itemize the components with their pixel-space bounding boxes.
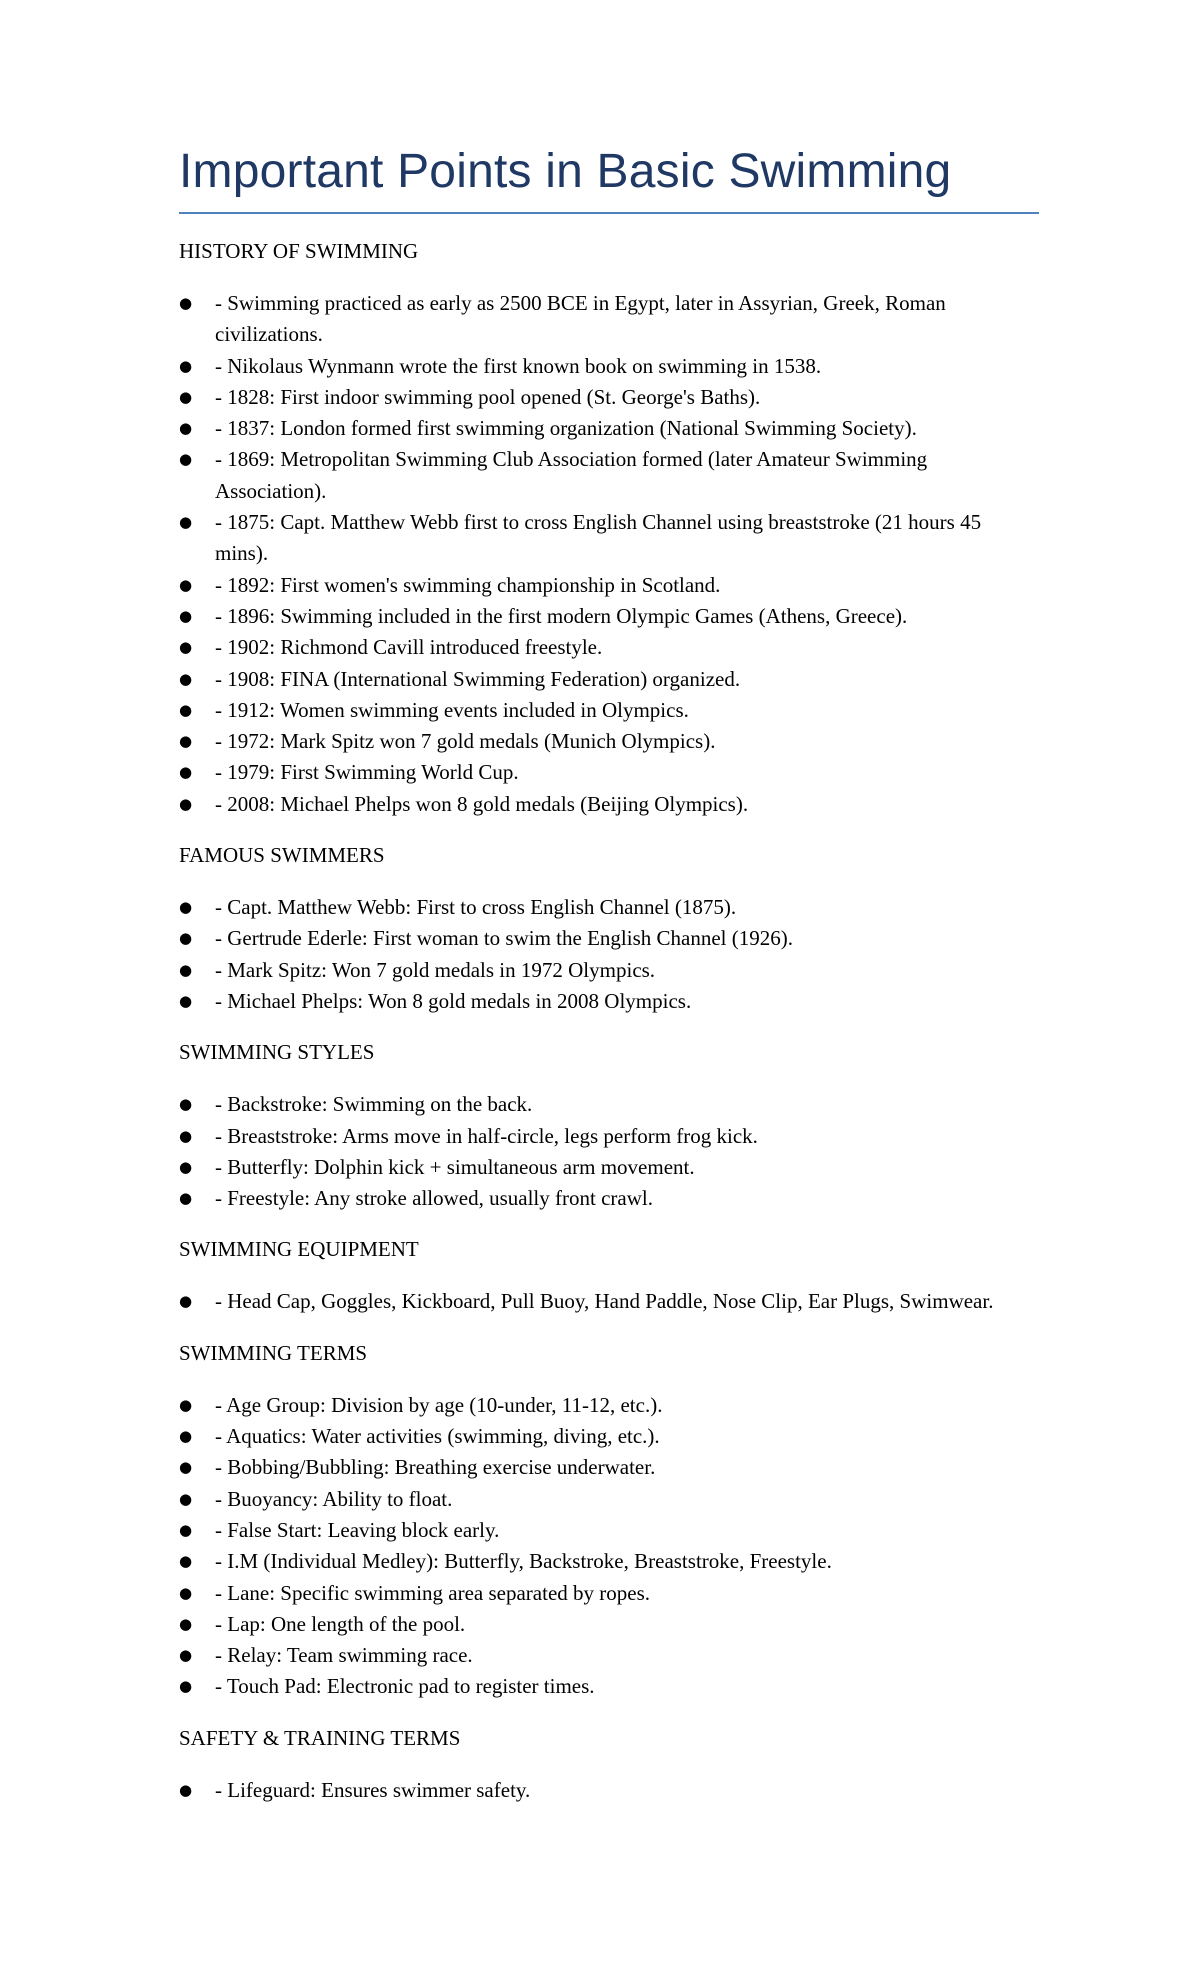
list-item-text: - Backstroke: Swimming on the back. — [215, 1092, 533, 1117]
list-item-text: - 1902: Richmond Cavill introduced freestyle. — [215, 635, 603, 660]
bullet-icon: ● — [179, 794, 193, 813]
section-heading: SWIMMING STYLES — [179, 1040, 375, 1065]
list-item-text: - Head Cap, Goggles, Kickboard, Pull Buoy, Hand Paddle, Nose Clip, Ear Plugs, Swimwear. — [215, 1289, 994, 1314]
bullet-icon: ● — [179, 387, 193, 406]
list-item-text: - 1837: London formed first swimming organization (National Swimming Society). — [215, 416, 917, 441]
list-item-text: - Age Group: Division by age (10-under, 11-12, etc.). — [215, 1392, 663, 1417]
list-item — [179, 570, 1039, 601]
bullet-icon: ● — [179, 419, 193, 438]
list-item — [179, 892, 1039, 923]
bullet-icon: ● — [179, 1292, 193, 1311]
bullet-icon: ● — [179, 1395, 193, 1414]
list-item-text: - I.M (Individual Medley): Butterfly, Backstroke, Breaststroke, Freestyle. — [215, 1549, 832, 1574]
list-item — [179, 288, 1039, 351]
bullet-list — [179, 1286, 1039, 1317]
list-item-text: - 1979: First Swimming World Cup. — [215, 760, 519, 785]
list-item — [179, 1546, 1039, 1577]
bullet-icon: ● — [179, 732, 193, 751]
bullet-icon: ● — [179, 1427, 193, 1446]
list-item — [179, 1183, 1039, 1214]
bullet-list — [179, 288, 1039, 820]
bullet-icon: ● — [179, 669, 193, 688]
list-item — [179, 1640, 1039, 1671]
bullet-icon: ● — [179, 356, 193, 375]
list-item-text: - 1912: Women swimming events included in Olympics. — [215, 697, 689, 722]
list-item-text: - Bobbing/Bubbling: Breathing exercise underwater. — [215, 1455, 656, 1480]
list-item-text: - Swimming practiced as early as 2500 BCE in Egypt, later in Assyrian, Greek, Roman civilizations. — [215, 291, 946, 347]
list-item — [179, 1484, 1039, 1515]
list-item-text: - Buoyancy: Ability to float. — [215, 1486, 453, 1511]
list-item-text: - 1908: FINA (International Swimming Federation) organized. — [215, 666, 741, 691]
list-item — [179, 1578, 1039, 1609]
section-heading: SWIMMING EQUIPMENT — [179, 1237, 419, 1262]
bullet-icon: ● — [179, 991, 193, 1010]
list-item — [179, 382, 1039, 413]
list-item-text: - 1892: First women's swimming championship in Scotland. — [215, 572, 721, 597]
list-item — [179, 923, 1039, 954]
list-item-text: - Butterfly: Dolphin kick + simultaneous arm movement. — [215, 1154, 695, 1179]
list-item-text: - Nikolaus Wynmann wrote the first known book on swimming in 1538. — [215, 353, 822, 378]
bullet-icon: ● — [179, 1189, 193, 1208]
list-item-text: - Lifeguard: Ensures swimmer safety. — [215, 1777, 531, 1802]
list-item — [179, 351, 1039, 382]
list-item — [179, 1775, 1039, 1806]
section — [179, 1723, 1039, 1806]
section — [179, 1037, 1039, 1214]
bullet-icon: ● — [179, 1126, 193, 1145]
list-item-text: - Aquatics: Water activities (swimming, diving, etc.). — [215, 1424, 660, 1449]
list-item — [179, 1421, 1039, 1452]
bullet-icon: ● — [179, 1780, 193, 1799]
section-heading: SAFETY & TRAINING TERMS — [179, 1725, 461, 1750]
list-item-text: - Lap: One length of the pool. — [215, 1611, 466, 1636]
bullet-icon: ● — [179, 1552, 193, 1571]
list-item — [179, 601, 1039, 632]
list-item-text: - False Start: Leaving block early. — [215, 1517, 500, 1542]
list-item — [179, 507, 1039, 570]
list-item-text: - Touch Pad: Electronic pad to register times. — [215, 1674, 595, 1699]
list-item — [179, 695, 1039, 726]
bullet-icon: ● — [179, 1677, 193, 1696]
bullet-icon: ● — [179, 1520, 193, 1539]
bullet-list — [179, 1089, 1039, 1214]
list-item-text: - 2008: Michael Phelps won 8 gold medals (Beijing Olympics). — [215, 791, 749, 816]
list-item-text: - 1875: Capt. Matthew Webb first to cross English Channel using breaststroke (21 hours 45 mins). — [215, 510, 982, 566]
list-item — [179, 1390, 1039, 1421]
bullet-icon: ● — [179, 606, 193, 625]
bullet-icon: ● — [179, 929, 193, 948]
bullet-icon: ● — [179, 763, 193, 782]
list-item-text: - Mark Spitz: Won 7 gold medals in 1972 Olympics. — [215, 957, 656, 982]
list-item — [179, 1452, 1039, 1483]
list-item — [179, 1121, 1039, 1152]
bullet-icon: ● — [179, 1458, 193, 1477]
list-item — [179, 955, 1039, 986]
list-item-text: - Capt. Matthew Webb: First to cross English Channel (1875). — [215, 895, 737, 920]
bullet-icon: ● — [179, 450, 193, 469]
list-item — [179, 664, 1039, 695]
list-item-text: - Lane: Specific swimming area separated by ropes. — [215, 1580, 651, 1605]
list-item — [179, 444, 1039, 507]
list-item-text: - 1896: Swimming included in the first modern Olympic Games (Athens, Greece). — [215, 603, 908, 628]
bullet-icon: ● — [179, 638, 193, 657]
section — [179, 840, 1039, 1017]
bullet-icon: ● — [179, 898, 193, 917]
bullet-icon: ● — [179, 700, 193, 719]
list-item — [179, 986, 1039, 1017]
list-item-text: - 1828: First indoor swimming pool opened (St. George's Baths). — [215, 384, 761, 409]
bullet-icon: ● — [179, 1583, 193, 1602]
bullet-icon: ● — [179, 1095, 193, 1114]
list-item — [179, 1286, 1039, 1317]
list-item — [179, 632, 1039, 663]
list-item — [179, 1089, 1039, 1120]
list-item — [179, 789, 1039, 820]
bullet-icon: ● — [179, 1614, 193, 1633]
list-item-text: - Michael Phelps: Won 8 gold medals in 2008 Olympics. — [215, 988, 692, 1013]
list-item — [179, 757, 1039, 788]
list-item — [179, 1152, 1039, 1183]
list-item-text: - 1972: Mark Spitz won 7 gold medals (Munich Olympics). — [215, 729, 716, 754]
bullet-list — [179, 892, 1039, 1017]
list-item — [179, 726, 1039, 757]
section — [179, 1234, 1039, 1317]
list-item-text: - Breaststroke: Arms move in half-circle, legs perform frog kick. — [215, 1123, 758, 1148]
section-heading: HISTORY OF SWIMMING — [179, 239, 419, 263]
list-item — [179, 1515, 1039, 1546]
bullet-list — [179, 1390, 1039, 1703]
bullet-list — [179, 1775, 1039, 1806]
list-item — [179, 413, 1039, 444]
list-item — [179, 1671, 1039, 1702]
bullet-icon: ● — [179, 1157, 193, 1176]
bullet-icon: ● — [179, 513, 193, 532]
bullet-icon: ● — [179, 575, 193, 594]
sections-container — [179, 236, 1039, 1806]
list-item — [179, 1609, 1039, 1640]
bullet-icon: ● — [179, 1646, 193, 1665]
section — [179, 1338, 1039, 1703]
section-heading: FAMOUS SWIMMERS — [179, 843, 385, 868]
bullet-icon: ● — [179, 1489, 193, 1508]
document-body — [179, 140, 1039, 1826]
section — [179, 236, 1039, 820]
list-item-text: - Freestyle: Any stroke allowed, usually front crawl. — [215, 1186, 653, 1211]
bullet-icon: ● — [179, 294, 193, 312]
document-title: Important Points in Basic Swimming — [179, 140, 1039, 214]
list-item-text: - Relay: Team swimming race. — [215, 1643, 473, 1668]
section-heading: SWIMMING TERMS — [179, 1340, 368, 1365]
list-item-text: - Gertrude Ederle: First woman to swim the English Channel (1926). — [215, 926, 793, 951]
list-item-text: - 1869: Metropolitan Swimming Club Association formed (later Amateur Swimming Association). — [215, 447, 928, 503]
bullet-icon: ● — [179, 960, 193, 979]
